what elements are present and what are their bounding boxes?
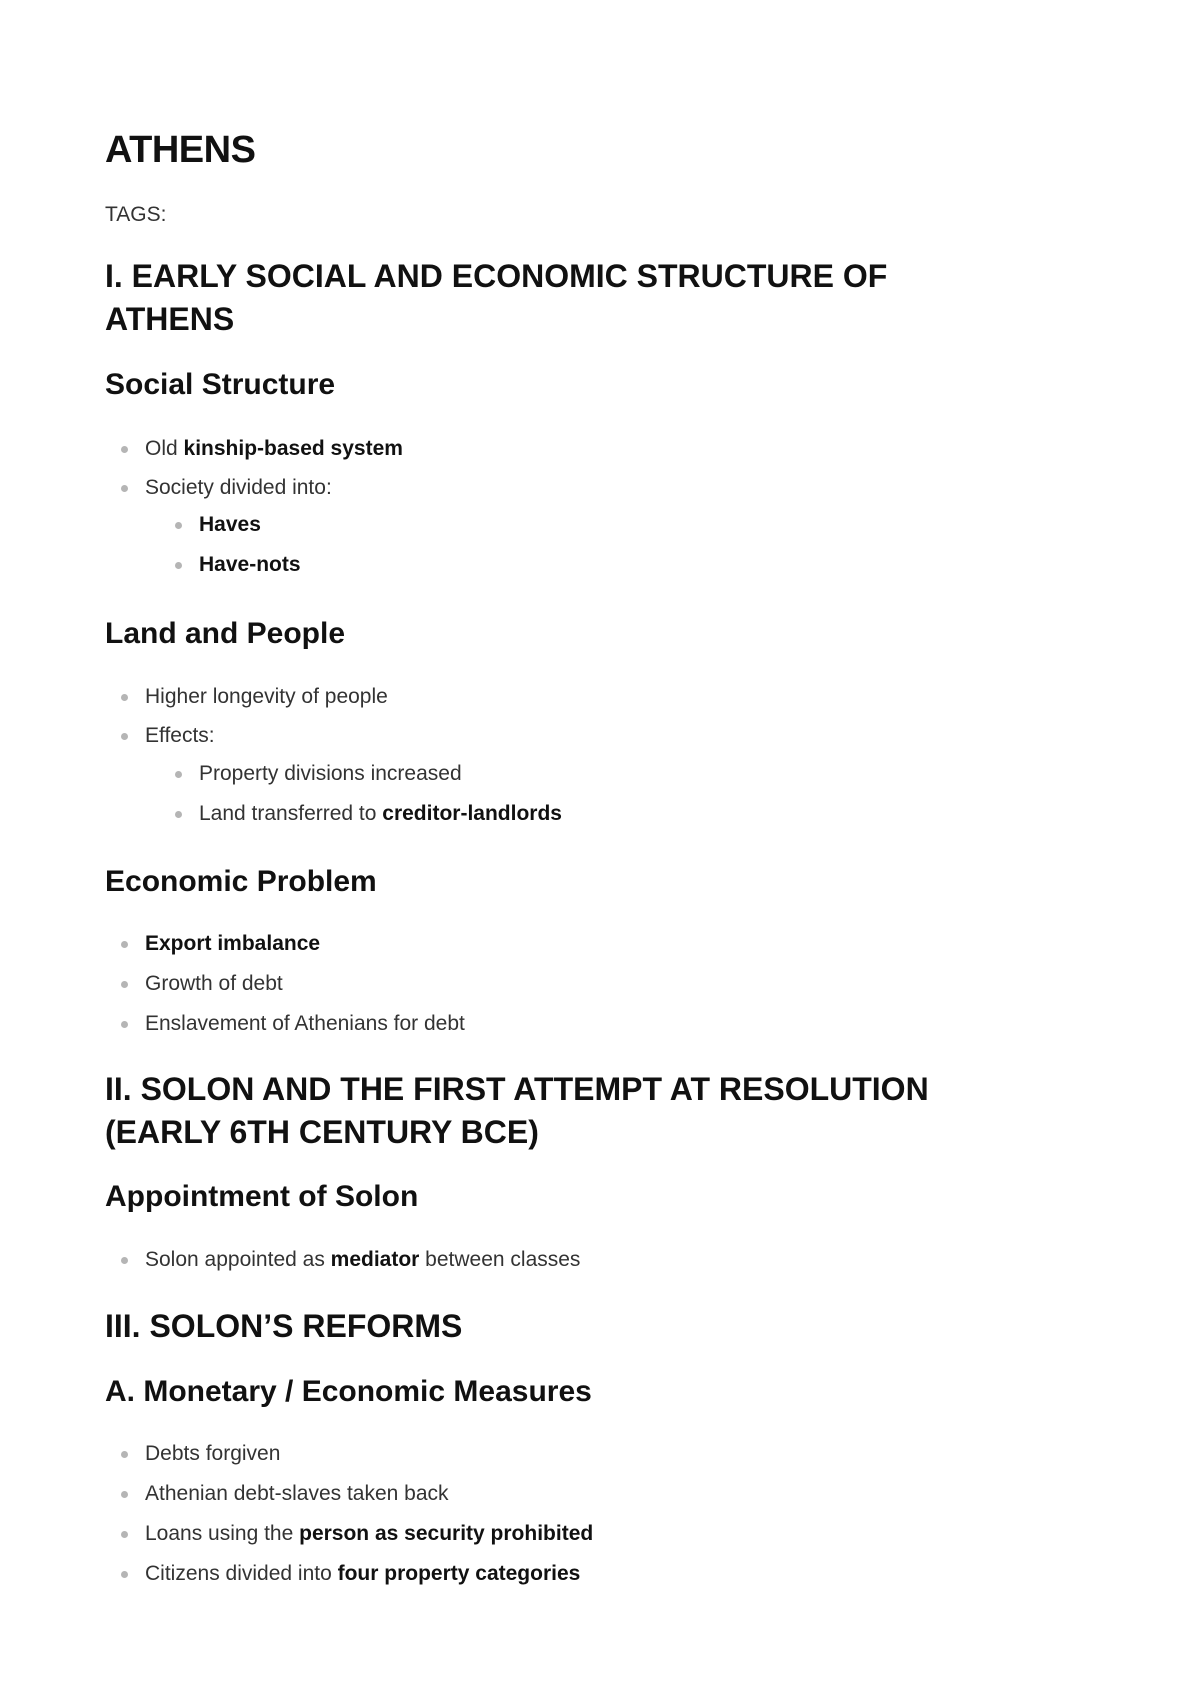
subsection-heading: Appointment of Solon — [105, 1180, 419, 1213]
bullet-icon — [121, 446, 128, 453]
bullet-icon — [175, 562, 182, 569]
section-heading — [105, 255, 1045, 341]
list-item: Debts forgiven — [145, 1441, 280, 1467]
list-item: Society divided into: — [145, 475, 332, 501]
bullet-icon — [121, 1451, 128, 1458]
bullet-icon — [175, 771, 182, 778]
subsection-heading: A. Monetary / Economic Measures — [105, 1375, 592, 1408]
bullet-icon — [121, 1021, 128, 1028]
list-item: Enslavement of Athenians for debt — [145, 1011, 465, 1037]
bullet-icon — [121, 1531, 128, 1538]
section-heading-line: (EARLY 6TH CENTURY BCE) — [105, 1114, 539, 1150]
tags-label: TAGS: — [105, 203, 167, 226]
section-heading-line: I. EARLY SOCIAL AND ECONOMIC STRUCTURE OF — [105, 258, 888, 294]
section-heading — [105, 1068, 1045, 1154]
section-heading: III. SOLON’S REFORMS — [105, 1308, 463, 1344]
list-item: Higher longevity of people — [145, 684, 388, 710]
bullet-icon — [121, 1491, 128, 1498]
list-item: Growth of debt — [145, 971, 283, 997]
nested-list-item: Property divisions increased — [199, 761, 462, 787]
subsection-heading: Economic Problem — [105, 865, 377, 898]
nested-list-item: Land transferred to creditor-landlords — [199, 801, 562, 827]
bullet-icon — [175, 811, 182, 818]
section-heading-line: II. SOLON AND THE FIRST ATTEMPT AT RESOLUTION — [105, 1071, 929, 1107]
list-item: Old kinship-based system — [145, 436, 403, 462]
subsection-heading: Land and People — [105, 617, 346, 650]
nested-list-item: Have-nots — [199, 552, 301, 578]
list-item: Export imbalance — [145, 931, 320, 957]
bullet-icon — [121, 981, 128, 988]
nested-list-item: Haves — [199, 512, 261, 538]
bullet-icon — [175, 522, 182, 529]
bullet-icon — [121, 1257, 128, 1264]
list-item: Solon appointed as mediator between classes — [145, 1247, 580, 1273]
list-item: Citizens divided into four property categories — [145, 1561, 580, 1587]
subsection-heading: Social Structure — [105, 368, 336, 401]
bullet-icon — [121, 694, 128, 701]
document-title: ATHENS — [105, 129, 256, 171]
bullet-icon — [121, 941, 128, 948]
bullet-icon — [121, 733, 128, 740]
bullet-icon — [121, 1571, 128, 1578]
list-item: Effects: — [145, 723, 215, 749]
list-item: Loans using the person as security prohibited — [145, 1521, 593, 1547]
section-heading-line: ATHENS — [105, 301, 235, 337]
bullet-icon — [121, 485, 128, 492]
list-item: Athenian debt-slaves taken back — [145, 1481, 449, 1507]
